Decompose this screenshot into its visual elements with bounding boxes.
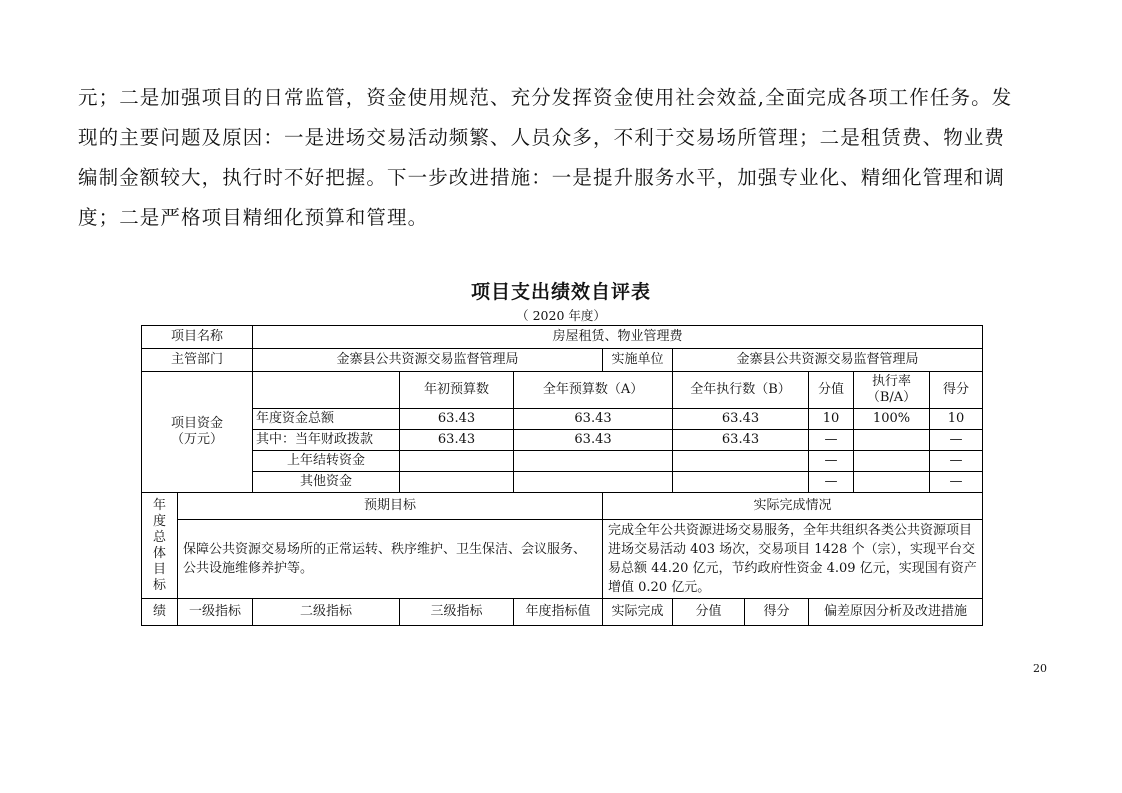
funds-label-line: （万元）: [171, 432, 224, 447]
fund-row-label: 上年结转资金: [253, 451, 400, 472]
unit-value: 金寨县公共资源交易监督管理局: [673, 349, 983, 372]
annual-goal-char: 年: [152, 497, 166, 513]
annual-goal-label: [142, 493, 178, 599]
annual-goal-char: 体: [152, 545, 166, 561]
indicator-header: 得分: [745, 599, 809, 626]
expected-goal-text: 保障公共资源交易场所的正常运转、秩序维护、卫生保洁、会议服务、公共设施维修养护等。: [178, 520, 603, 599]
fund-initial: 63.43: [400, 409, 514, 430]
table-row: [142, 493, 983, 520]
annual-goal-char: 标: [152, 577, 166, 593]
fund-annual: 63.43: [514, 409, 673, 430]
fund-annual: 63.43: [514, 430, 673, 451]
indicator-header: 三级指标: [400, 599, 514, 626]
paragraph-line: 现的主要问题及原因：一是进场交易活动频繁、人员众多，不利于交易场所管理；二是租赁费、物业费: [78, 126, 1006, 149]
fund-rate: [854, 430, 930, 451]
fund-rate: [854, 472, 930, 493]
table-row: [142, 451, 983, 472]
table-row: [142, 599, 983, 626]
fund-rate: 100%: [854, 409, 930, 430]
table-row: [142, 472, 983, 493]
fund-score-value: 10: [809, 409, 854, 430]
fund-score-value: —: [809, 430, 854, 451]
perf-label: 绩: [142, 599, 178, 626]
actual-header: 实际完成情况: [603, 493, 983, 520]
dept-value: 金寨县公共资源交易监督管理局: [253, 349, 603, 372]
fund-row-label: 其他资金: [253, 472, 400, 493]
table-row: [142, 520, 983, 599]
fund-score-value: —: [809, 451, 854, 472]
fund-executed: [673, 451, 809, 472]
table-row: [142, 409, 983, 430]
funds-label-line: 项目资金: [171, 416, 224, 431]
paragraph-line: 度；二是严格项目精细化预算和管理。: [78, 206, 429, 229]
project-name: 房屋租赁、物业管理费: [253, 326, 983, 349]
body-paragraph: [78, 78, 1044, 238]
fund-score: —: [930, 472, 983, 493]
indicator-header: 分值: [673, 599, 745, 626]
fund-executed: 63.43: [673, 430, 809, 451]
header-initial: 年初预算数: [400, 372, 514, 409]
header-annual: 全年预算数（A）: [514, 372, 673, 409]
table-row: [142, 372, 983, 409]
annual-goal-char: 目: [152, 561, 166, 577]
header-rate-line: （B/A）: [866, 390, 917, 405]
paragraph-line: 元；二是加强项目的日常监管，资金使用规范、充分发挥资金使用社会效益,全面完成各项工作任务。发: [78, 86, 1013, 109]
paragraph-line: 编制金额较大，执行时不好把握。下一步改进措施：一是提升服务水平，加强专业化、精细化管理和调: [78, 166, 1006, 189]
annual-goal-char: 度: [152, 513, 166, 529]
header-score: 得分: [930, 372, 983, 409]
fund-executed: 63.43: [673, 409, 809, 430]
header-rate: [854, 372, 930, 409]
indicator-header: 年度指标值: [514, 599, 603, 626]
expected-goal-header: 预期目标: [178, 493, 603, 520]
fund-initial: 63.43: [400, 430, 514, 451]
fund-executed: [673, 472, 809, 493]
performance-table: [141, 325, 983, 626]
fund-score: 10: [930, 409, 983, 430]
fund-row-label: 年度资金总额: [253, 409, 400, 430]
fund-row-label: 其中：当年财政拨款: [253, 430, 400, 451]
empty-cell: [253, 372, 400, 409]
page-number: 20: [1033, 662, 1047, 675]
fund-score-value: —: [809, 472, 854, 493]
indicator-header: 二级指标: [253, 599, 400, 626]
table-row: [142, 349, 983, 372]
fund-score: —: [930, 430, 983, 451]
fund-initial: [400, 451, 514, 472]
header-score-value: 分值: [809, 372, 854, 409]
indicator-header: 偏差原因分析及改进措施: [809, 599, 983, 626]
table-title: 项目支出绩效自评表: [470, 281, 651, 303]
indicator-header: 一级指标: [178, 599, 253, 626]
fund-score: —: [930, 451, 983, 472]
fund-annual: [514, 451, 673, 472]
table-row: [142, 430, 983, 451]
table-row: [142, 326, 983, 349]
actual-text: 完成全年公共资源进场交易服务，全年共组织各类公共资源项目进场交易活动 403 场次，交易项目 1428 个（宗），实现平台交易总额 44.20 亿元，节约政府性资金 4.09 亿元，实现国有资产增值 0.20 亿元。: [603, 520, 983, 599]
unit-label: 实施单位: [603, 349, 673, 372]
dept-label: 主管部门: [142, 349, 253, 372]
table-subtitle: （ 2020 年度）: [516, 308, 606, 323]
header-executed: 全年执行数（B）: [673, 372, 809, 409]
project-name-label: 项目名称: [142, 326, 253, 349]
fund-rate: [854, 451, 930, 472]
header-rate-line: 执行率: [872, 374, 912, 389]
indicator-header: 实际完成: [603, 599, 673, 626]
funds-label: [142, 372, 253, 493]
fund-initial: [400, 472, 514, 493]
annual-goal-char: 总: [152, 529, 166, 545]
fund-annual: [514, 472, 673, 493]
